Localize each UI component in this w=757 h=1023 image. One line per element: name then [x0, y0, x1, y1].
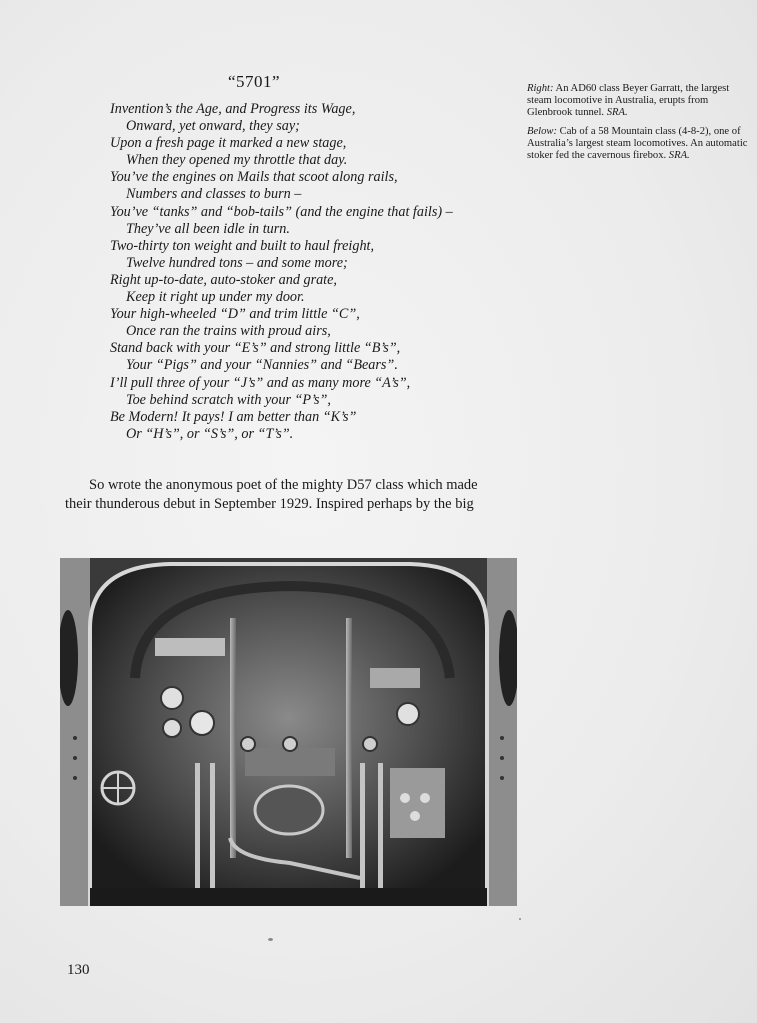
poem-line: I’ll pull three of your “J’s” and as many more “A’s”,: [110, 374, 411, 391]
caption-credit: SRA.: [606, 107, 628, 118]
poem-line: Or “H’s”, or “S’s”, or “T’s”.: [126, 425, 294, 442]
poem-line: Toe behind scratch with your “P’s”,: [126, 391, 331, 408]
caption-credit: SRA.: [668, 150, 690, 161]
cab-photo-illustration: [60, 558, 517, 906]
poem-line: Two-thirty ton weight and built to haul freight,: [110, 237, 375, 254]
paper-speck: [519, 918, 521, 920]
poem-line: They’ve all been idle in turn.: [126, 220, 290, 237]
caption-lead: Below:: [527, 126, 558, 137]
poem-line: Once ran the trains with proud airs,: [126, 323, 331, 340]
poem-line: Right up-to-date, auto-stoker and grate,: [110, 271, 337, 288]
page-number: 130: [67, 962, 90, 978]
photo-captions: [527, 83, 749, 169]
poem-line: Your “Pigs” and your “Nannies” and “Bears”.: [126, 357, 398, 374]
poem-line: Invention’s the Age, and Progress its Wage,: [110, 101, 356, 117]
poem-title: “5701”: [228, 72, 281, 91]
poem-line: Stand back with your “E’s” and strong little “B’s”,: [110, 340, 401, 357]
poem-line: Twelve hundred tons – and some more;: [126, 254, 348, 271]
poem-line: Onward, yet onward, they say;: [126, 118, 300, 135]
locomotive-cab-photo: [60, 558, 517, 906]
caption-below: [527, 126, 749, 162]
poem-line: Your high-wheeled “D” and trim little “C”,: [110, 306, 360, 323]
poem-line: Be Modern! It pays! I am better than “K’s”: [110, 408, 357, 425]
poem-line: You’ve “tanks” and “bob-tails” (and the engine that fails) –: [110, 203, 453, 220]
poem-body: [110, 101, 530, 443]
prose-line: their thunderous debut in September 1929. Inspired perhaps by the big: [65, 495, 474, 512]
poem-line: When they opened my throttle that day.: [126, 152, 348, 169]
caption-body: Cab of a 58 Mountain class (4-8-2), one of Australia’s largest steam locomotives. An automatic stoker fed the cavernous firebox.: [527, 126, 748, 161]
poem-line: Upon a fresh page it marked a new stage,: [110, 135, 347, 152]
poem-line: Keep it right up under my door.: [126, 289, 305, 306]
caption-lead: Right:: [527, 83, 554, 94]
paper-speck: [268, 938, 273, 941]
poem-line: Numbers and classes to burn –: [126, 186, 302, 203]
caption-body: An AD60 class Beyer Garratt, the largest steam locomotive in Australia, erupts from Glenbrook tunnel.: [527, 83, 730, 118]
caption-right: [527, 83, 749, 119]
poem-line: You’ve the engines on Mails that scoot along rails,: [110, 169, 398, 186]
prose-line: So wrote the anonymous poet of the mighty D57 class which made: [89, 477, 478, 493]
prose-paragraph: [65, 476, 525, 513]
